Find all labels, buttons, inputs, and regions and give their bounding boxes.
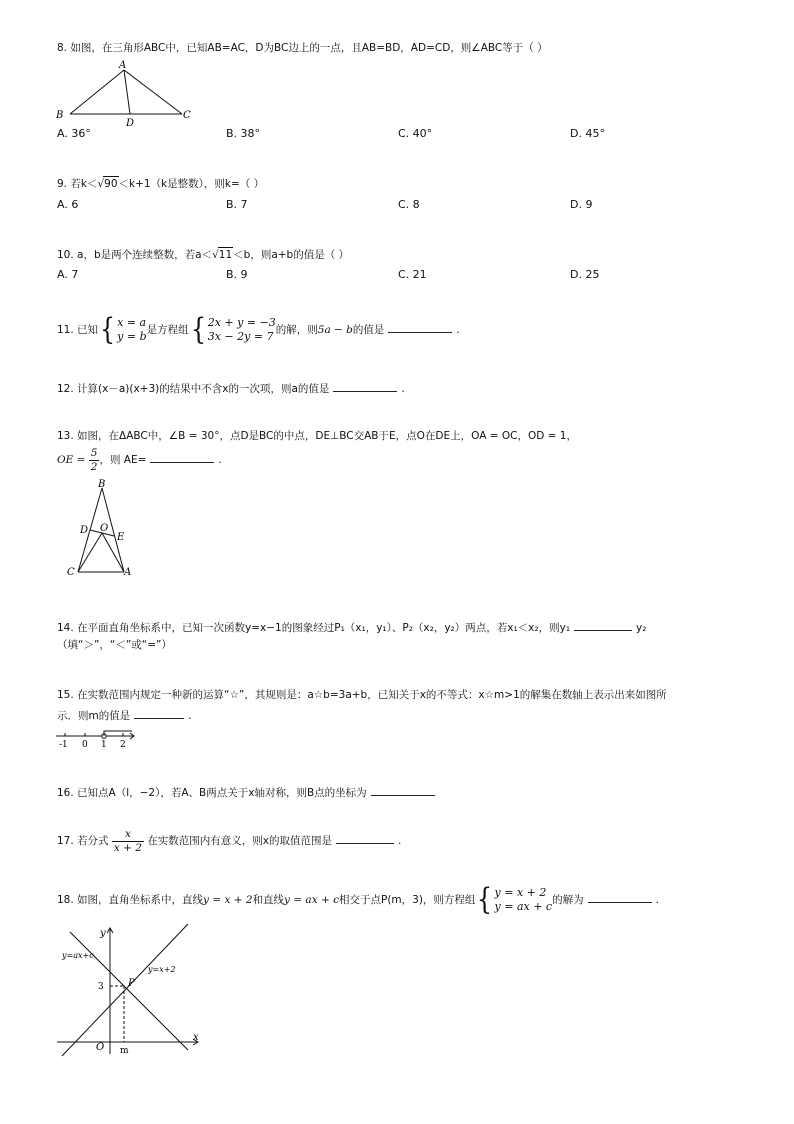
q18-brace: { — [477, 882, 493, 917]
q11-mid: 是方程组 — [146, 324, 189, 336]
q15-line1: 15. 在实数范围内规定一种新的运算“☆”，其规则是：a☆b=3a+b，已知关于x的不等式：x☆m>1的解集在数轴上表示出来如图所 — [57, 689, 667, 701]
q10-post: ＜b，则a+b的值是（ ） — [233, 249, 350, 261]
q12-text: 12. 计算(x－a)(x+3)的结果中不含x的一次项，则a的值是 . — [57, 383, 405, 395]
q8-label-a: A — [119, 60, 127, 71]
q9-option-c: C. 8 — [398, 198, 420, 211]
q9-option-b: B. 7 — [226, 198, 248, 211]
q10-sqrt: √11 — [212, 249, 233, 261]
q9-option-a: A. 6 — [57, 198, 79, 211]
q12-answer-blank[interactable] — [333, 381, 397, 392]
q17-answer-blank[interactable] — [336, 833, 394, 844]
q10-option-c: C. 21 — [398, 268, 427, 281]
q18-tick-m: m — [120, 1046, 129, 1056]
q14-line2: （填“＞”，“＜”或“=”） — [57, 639, 172, 651]
q15-tick-2: 2 — [120, 740, 126, 749]
q15-tick-0: 0 — [82, 740, 88, 749]
q18-axis-y: y — [100, 928, 106, 939]
q10-radicand: 11 — [218, 249, 233, 261]
q13-answer-blank[interactable] — [150, 452, 214, 463]
q11-mid2: 的解，则 — [275, 324, 318, 336]
q18-label-line-a: y=ax+c — [62, 951, 94, 960]
q11-answer-blank[interactable] — [388, 322, 452, 333]
q15-number-line — [54, 729, 138, 749]
q9-radicand: 90 — [104, 178, 118, 190]
q13-label-o: O — [100, 523, 109, 534]
q18-label-line-b: y=x+2 — [148, 965, 176, 974]
q9-sqrt: √90 — [97, 178, 118, 190]
q8-option-c: C. 40° — [398, 127, 433, 140]
q18-tick-3: 3 — [98, 982, 104, 992]
q9-post: ＜k+1（k是整数），则k=（ ） — [118, 178, 265, 190]
q11-post: 的值是 — [352, 324, 385, 336]
q15-tick-neg1: -1 — [59, 740, 68, 749]
q9-text — [57, 176, 264, 191]
q8-triangle-figure — [52, 58, 202, 128]
q13-post: ，则 AE= — [99, 454, 147, 466]
q18-origin: O — [96, 1042, 105, 1053]
q13-triangle-figure — [62, 478, 142, 580]
q11-system-2: 2x + y = −3 3x − 2y = 7 — [207, 316, 276, 343]
q11-pre: 11. 已知 — [57, 324, 99, 336]
q8-option-a: A. 36° — [57, 127, 91, 140]
q9-option-d: D. 9 — [570, 198, 593, 211]
q17-fraction: $\frac{x}{x + 2}$ — [113, 827, 142, 854]
q16-answer-blank[interactable] — [371, 785, 435, 796]
q10-option-b: B. 9 — [226, 268, 248, 281]
q8-text: 8. 如图，在三角形ABC中，已知AB=AC，D为BC边上的一点，且AB=BD，AD=CD，则∠ABC等于（ ） — [57, 42, 548, 54]
q11-end: . — [456, 324, 460, 336]
q18-line1: y = x + 2 — [203, 894, 253, 906]
q15-tick-1: 1 — [101, 740, 107, 749]
q18-system: y = x + 2 y = ax + c — [494, 886, 553, 913]
q18-text: 18. 如图，直角坐标系中，直线y = x + 2和直线y = ax + c相交于点P(m，3)，则方程组{ y = x + 2 y = ax + c 的解为 . — [57, 882, 659, 917]
q14-answer-blank[interactable] — [574, 620, 632, 631]
q11-expr: 5a − b — [317, 324, 353, 336]
q18-line2: y = ax + c — [284, 894, 339, 906]
q18-answer-blank[interactable] — [588, 892, 652, 903]
q16-text: 16. 已知点A（l，−2），若A、B两点关于x轴对称，则B点的坐标为 — [57, 785, 439, 800]
q10-pre: 10. a，b是两个连续整数，若a＜ — [57, 249, 213, 261]
q14-line1: 14. 在平面直角坐标系中，已知一次函数y=x−1的图象经过P₁（x₁，y₁）、P₂（x₂，y₂）两点，若x₁＜x₂，则y₁ y₂ — [57, 622, 647, 634]
q11-text — [57, 313, 460, 347]
q8-label-b: B — [56, 110, 64, 121]
q17-text: 17. 若分式 $\frac{x}{x + 2}$ 在实数范围内有意义，则x的取值范围是 . — [57, 827, 402, 854]
q13-line2: OE = $\frac{5}{2}$ ，则 AE= . — [57, 446, 222, 473]
q11-brace-2: { — [190, 312, 206, 347]
q10-option-a: A. 7 — [57, 268, 79, 281]
q18-axis-x: x — [193, 1032, 199, 1043]
q11-brace-1: { — [99, 312, 116, 347]
q8-label-c: C — [183, 110, 191, 121]
q13-fraction: $\frac{5}{2}$ — [90, 446, 98, 473]
q8-option-b: B. 38° — [226, 127, 261, 140]
q10-text — [57, 247, 349, 262]
q8-label-d: D — [126, 118, 135, 128]
q13-line1: 13. 如图，在ΔABC中，∠B = 30°，点D是BC的中点，DE⊥BC交AB于E，点O在DE上，OA = OC，OD = 1， — [57, 430, 577, 442]
q13-label-c: C — [67, 567, 75, 578]
q9-pre: 9. 若k＜ — [57, 178, 98, 190]
q15-line2: 示．则m的值是 . — [57, 710, 192, 722]
q11-system-1: x = a y = b — [117, 316, 147, 343]
q18-point-p: P — [128, 978, 135, 989]
q13-label-b: B — [98, 479, 106, 490]
q8-option-d: D. 45° — [570, 127, 605, 140]
q13-oe: OE = — [57, 454, 86, 466]
q13-label-d: D — [80, 525, 89, 536]
q14-y2: y₂ — [636, 622, 647, 634]
q18-coordinate-figure — [52, 920, 212, 1060]
q10-option-d: D. 25 — [570, 268, 600, 281]
q13-label-e: E — [117, 532, 125, 543]
q15-answer-blank[interactable] — [134, 708, 184, 719]
q13-label-a: A — [124, 567, 132, 578]
